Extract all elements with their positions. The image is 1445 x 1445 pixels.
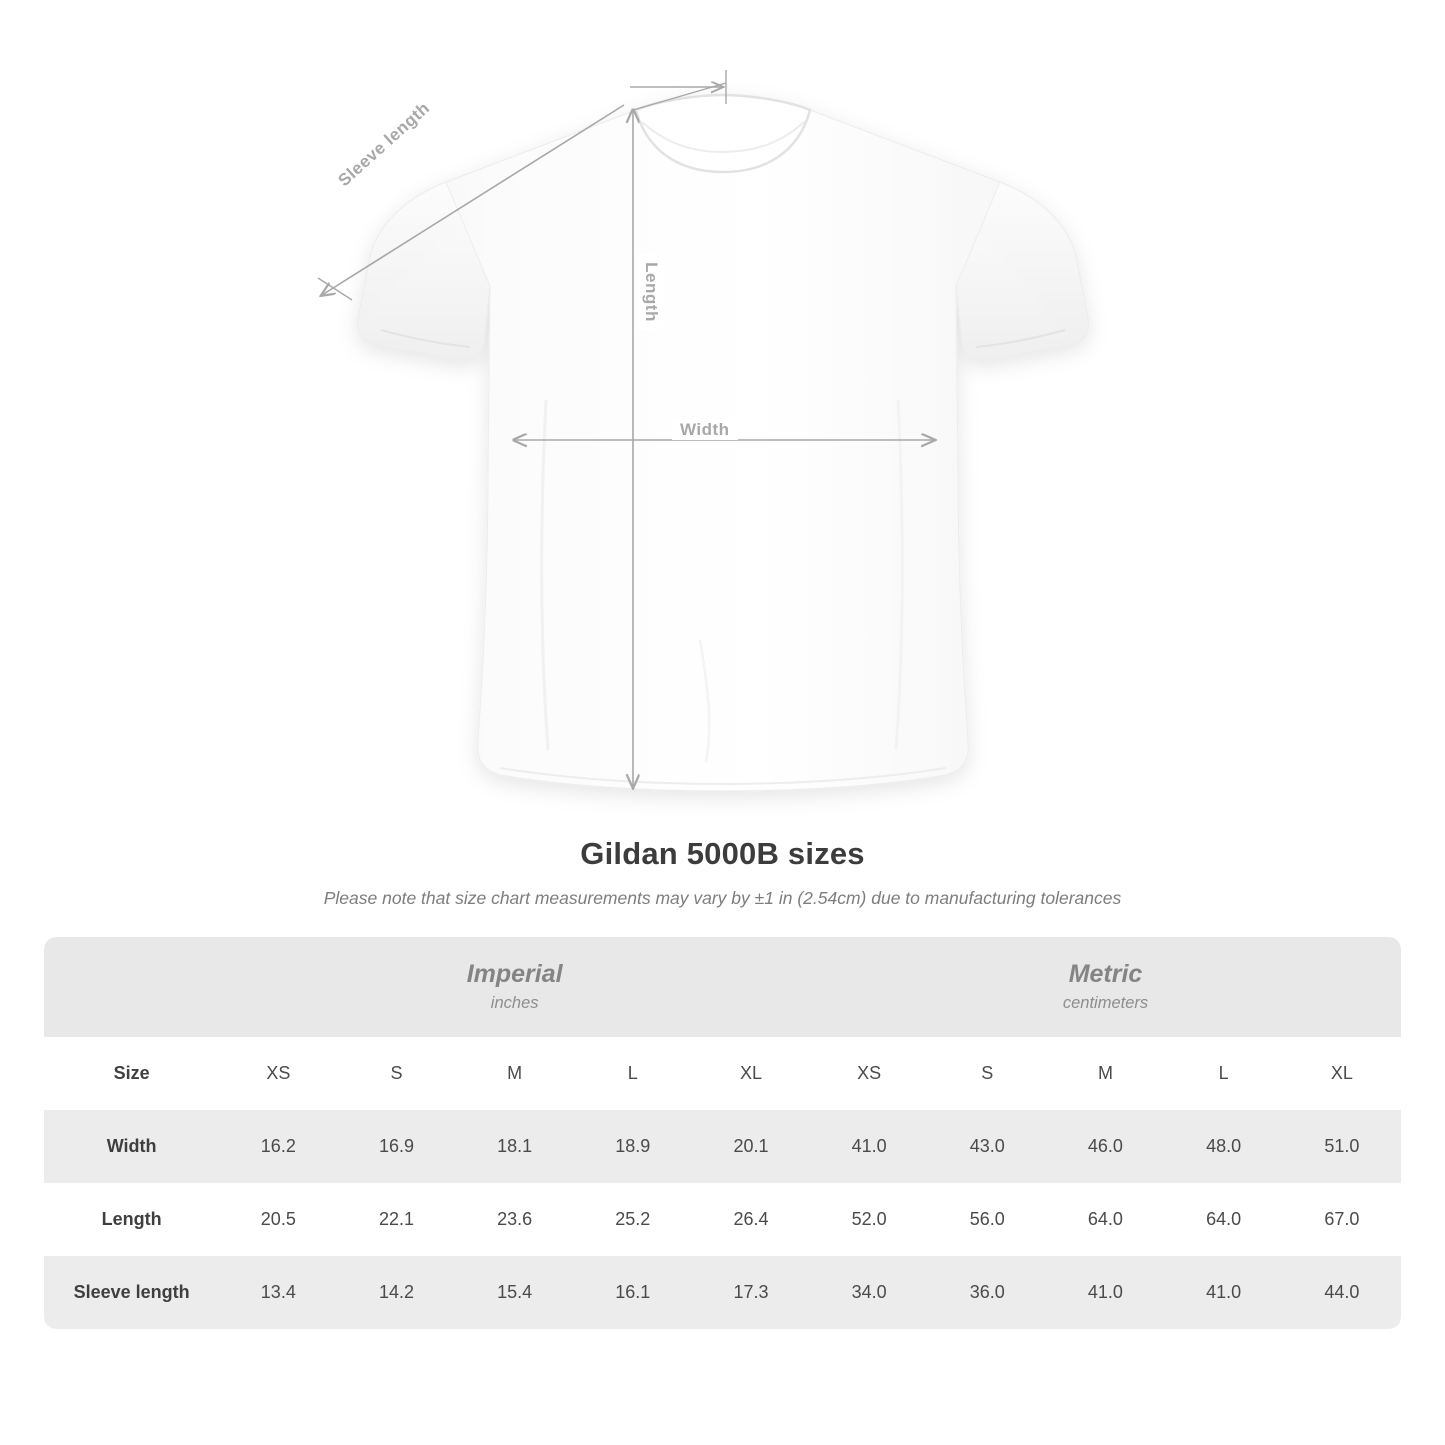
cell-sleeve-metric-xs: 34.0	[810, 1256, 928, 1329]
sleeve-length-dimension-label: Sleeve length	[334, 98, 434, 191]
cell-sleeve-imperial-l: 16.1	[574, 1256, 692, 1329]
cell-sleeve-metric-s: 36.0	[928, 1256, 1046, 1329]
column-header-imperial-m: M	[456, 1037, 574, 1110]
cell-length-metric-l: 64.0	[1165, 1183, 1283, 1256]
column-header-imperial-xl: XL	[692, 1037, 810, 1110]
cell-length-imperial-xl: 26.4	[692, 1183, 810, 1256]
size-table	[44, 937, 1401, 1329]
unit-group-imperial	[219, 937, 810, 1037]
unit-group-metric-unit: centimeters	[1062, 994, 1149, 1013]
cell-length-metric-m: 64.0	[1046, 1183, 1164, 1256]
unit-group-metric-name: Metric	[1068, 960, 1143, 988]
column-header-imperial-xs: XS	[219, 1037, 337, 1110]
cell-sleeve-imperial-xs: 13.4	[219, 1256, 337, 1329]
cell-length-imperial-s: 22.1	[337, 1183, 455, 1256]
table-row	[44, 1256, 1401, 1329]
cell-length-metric-xl: 67.0	[1283, 1183, 1401, 1256]
cell-sleeve-metric-m: 41.0	[1046, 1256, 1164, 1329]
width-dimension-label: Width	[672, 420, 738, 440]
cell-length-imperial-m: 23.6	[456, 1183, 574, 1256]
cell-width-metric-m: 46.0	[1046, 1110, 1164, 1183]
length-dimension-label: Length	[639, 254, 663, 330]
cell-width-metric-xl: 51.0	[1283, 1110, 1401, 1183]
unit-group-imperial-name: Imperial	[466, 960, 563, 988]
row-label-width: Width	[44, 1110, 219, 1183]
row-label-sleeve-length: Sleeve length	[44, 1256, 219, 1329]
table-row	[44, 1110, 1401, 1183]
cell-width-imperial-xl: 20.1	[692, 1110, 810, 1183]
column-header-metric-xs: XS	[810, 1037, 928, 1110]
cell-width-metric-l: 48.0	[1165, 1110, 1283, 1183]
row-label-length: Length	[44, 1183, 219, 1256]
column-header-metric-m: M	[1046, 1037, 1164, 1110]
cell-sleeve-imperial-m: 15.4	[456, 1256, 574, 1329]
cell-sleeve-metric-l: 41.0	[1165, 1256, 1283, 1329]
cell-length-metric-s: 56.0	[928, 1183, 1046, 1256]
cell-length-imperial-l: 25.2	[574, 1183, 692, 1256]
column-header-metric-xl: XL	[1283, 1037, 1401, 1110]
unit-header-row	[44, 937, 1401, 1037]
tolerance-note: Please note that size chart measurements may vary by ±1 in (2.54cm) due to manufacturing tolerances	[323, 888, 1122, 908]
cell-length-imperial-xs: 20.5	[219, 1183, 337, 1256]
cell-sleeve-imperial-xl: 17.3	[692, 1256, 810, 1329]
column-header-size: Size	[44, 1037, 219, 1110]
cell-width-metric-xs: 41.0	[810, 1110, 928, 1183]
cell-sleeve-metric-xl: 44.0	[1283, 1256, 1401, 1329]
cell-sleeve-imperial-s: 14.2	[337, 1256, 455, 1329]
cell-width-imperial-l: 18.9	[574, 1110, 692, 1183]
cell-width-metric-s: 43.0	[928, 1110, 1046, 1183]
table-row	[44, 1183, 1401, 1256]
unit-header-spacer	[44, 937, 219, 1037]
size-table-wrapper	[44, 937, 1401, 1329]
title-block	[0, 836, 1445, 909]
cell-length-metric-xs: 52.0	[810, 1183, 928, 1256]
column-header-imperial-l: L	[574, 1037, 692, 1110]
column-header-metric-l: L	[1165, 1037, 1283, 1110]
cell-width-imperial-s: 16.9	[337, 1110, 455, 1183]
page-title: Gildan 5000B sizes	[580, 836, 865, 871]
size-header-row	[44, 1037, 1401, 1110]
cell-width-imperial-m: 18.1	[456, 1110, 574, 1183]
column-header-metric-s: S	[928, 1037, 1046, 1110]
cell-width-imperial-xs: 16.2	[219, 1110, 337, 1183]
unit-group-imperial-unit: inches	[490, 994, 539, 1013]
column-header-imperial-s: S	[337, 1037, 455, 1110]
unit-group-metric	[810, 937, 1401, 1037]
